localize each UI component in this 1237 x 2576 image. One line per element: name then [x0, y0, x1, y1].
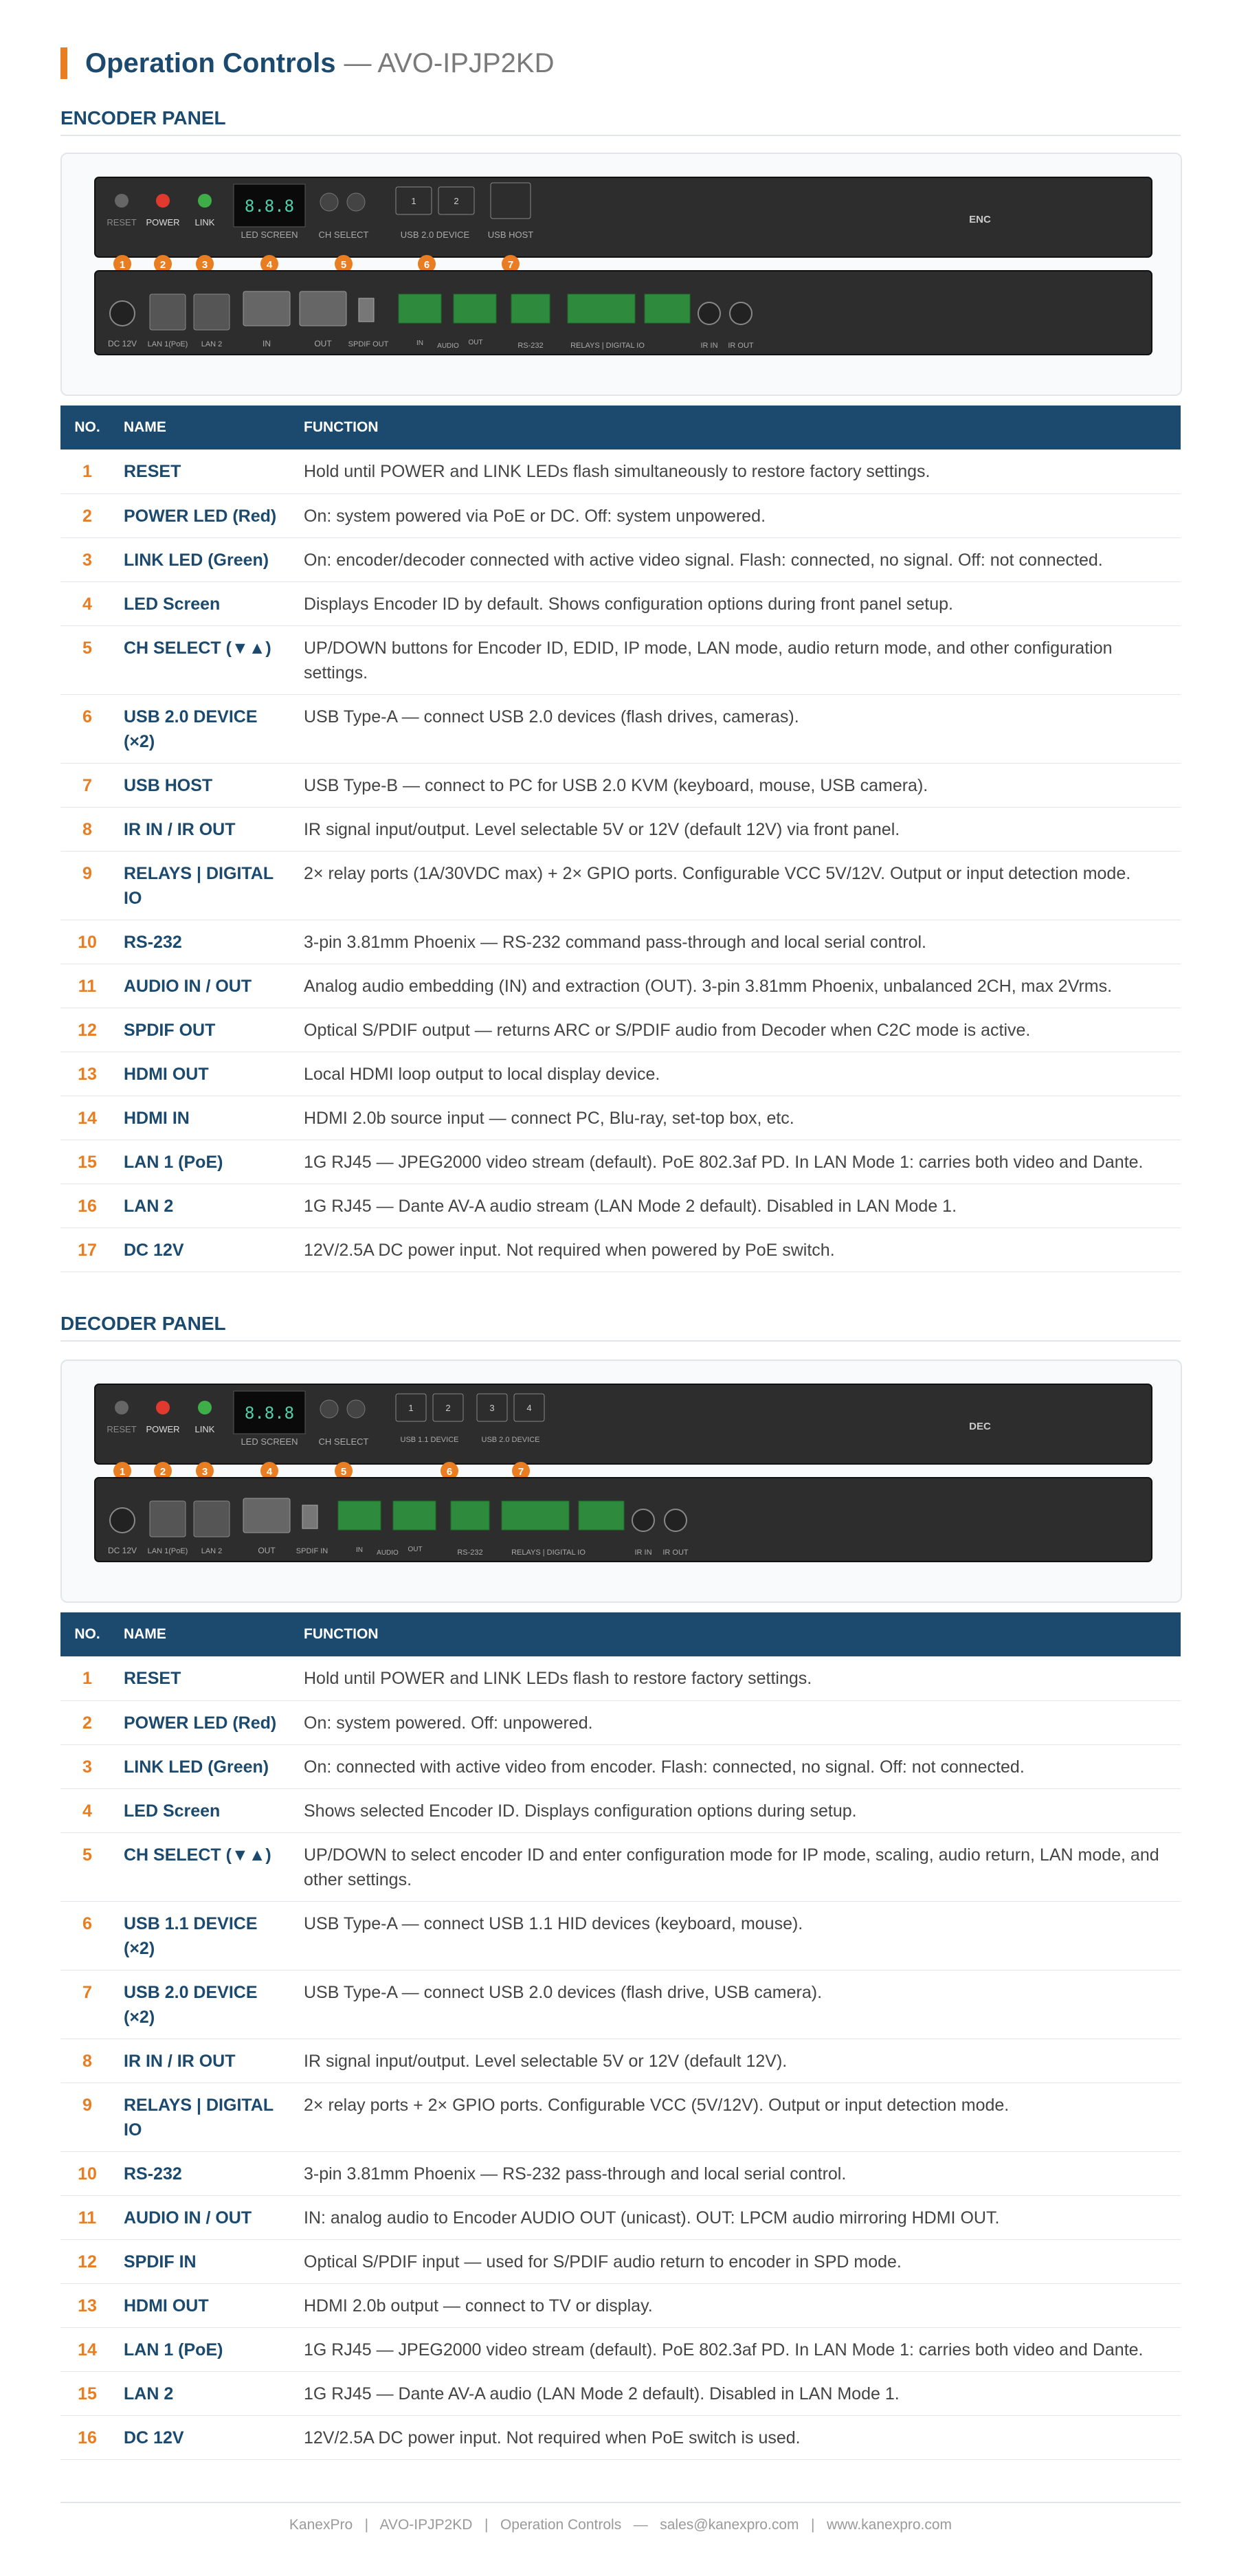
table-row	[60, 1008, 1181, 1052]
decoder-spdif-label: SPDIF IN	[296, 1547, 328, 1555]
control-function: USB Type-B — connect to PC for USB 2.0 KVM (keyboard, mouse, USB camera).	[294, 763, 1181, 807]
table-row	[60, 1788, 1181, 1832]
control-name: USB 1.1 DEVICE (×2)	[114, 1901, 294, 1970]
control-function: USB Type-A — connect USB 1.1 HID devices (keyboard, mouse).	[294, 1901, 1181, 1970]
control-function: Analog audio embedding (IN) and extraction (OUT). 3-pin 3.81mm Phoenix, unbalanced 2CH, max 2Vrms.	[294, 964, 1181, 1008]
control-function: Hold until POWER and LINK LEDs flash simultaneously to restore factory settings.	[294, 449, 1181, 493]
encoder-marker-3-label: 3	[201, 259, 208, 271]
control-function: UP/DOWN buttons for Encoder ID, EDID, IP mode, LAN mode, audio return mode, and other configuration settings.	[294, 625, 1181, 694]
control-function: IR signal input/output. Level selectable 5V or 12V (default 12V).	[294, 2039, 1181, 2083]
control-name: IR IN / IR OUT	[114, 807, 294, 851]
table-row	[60, 763, 1181, 807]
decoder-usb20-port-3-label: 3	[489, 1403, 495, 1413]
decoder-usb11-label: USB 1.1 DEVICE	[400, 1436, 459, 1444]
control-name: CH SELECT (▼▲)	[114, 625, 294, 694]
encoder-led-digits: 8.8.8	[244, 197, 295, 216]
control-function: Hold until POWER and LINK LEDs flash to restore factory settings.	[294, 1656, 1181, 1700]
encoder-spdif-port[interactable]	[359, 298, 374, 322]
decoder-lan1-label: LAN 1(PoE)	[147, 1547, 188, 1555]
decoder-power-led	[156, 1401, 170, 1414]
control-function: On: system powered. Off: unpowered.	[294, 1700, 1181, 1744]
control-number: 16	[60, 2415, 114, 2459]
control-number: 10	[60, 920, 114, 964]
table-row	[60, 851, 1181, 920]
table-row	[60, 2415, 1181, 2459]
control-name: LAN 2	[114, 2371, 294, 2415]
decoder-marker-1-label: 1	[119, 1466, 126, 1478]
encoder-lan2-label: LAN 2	[201, 340, 223, 348]
control-name: HDMI OUT	[114, 2283, 294, 2327]
page-footer	[60, 2517, 1181, 2533]
decoder-led-digits: 8.8.8	[244, 1403, 295, 1423]
control-function: HDMI 2.0b output — connect to TV or display.	[294, 2283, 1181, 2327]
control-name: RELAYS | DIGITAL IO	[114, 2083, 294, 2151]
decoder-panel-tag: DEC	[969, 1421, 991, 1432]
control-function: 1G RJ45 — JPEG2000 video stream (default). PoE 802.3af PD. In LAN Mode 1: carries both video and Dante.	[294, 2327, 1181, 2371]
decoder-controls-table	[60, 1612, 1181, 2460]
decoder-hdmi-out-label: OUT	[258, 1546, 276, 1555]
decoder-dc-jack[interactable]	[110, 1508, 135, 1533]
column-header-function: FUNCTION	[294, 406, 1181, 449]
footer-brand: KanexPro	[289, 2517, 353, 2533]
control-function: 12V/2.5A DC power input. Not required when PoE switch is used.	[294, 2415, 1181, 2459]
decoder-ch-select-label: CH SELECT	[318, 1436, 369, 1447]
encoder-led-screen-label: LED SCREEN	[241, 230, 298, 240]
encoder-marker-6-label: 6	[423, 259, 430, 271]
control-name: HDMI OUT	[114, 1052, 294, 1096]
encoder-panel-tag: ENC	[969, 214, 991, 225]
control-name: CH SELECT (▼▲)	[114, 1832, 294, 1901]
table-row	[60, 1228, 1181, 1272]
table-row	[60, 1096, 1181, 1140]
encoder-power-label: POWER	[146, 217, 180, 227]
footer-separator: —	[625, 2517, 656, 2533]
control-number: 3	[60, 537, 114, 581]
encoder-ir-out-label: IR OUT	[728, 342, 754, 350]
footer-separator: |	[357, 2517, 377, 2533]
control-name: SPDIF OUT	[114, 1008, 294, 1052]
control-number: 12	[60, 1008, 114, 1052]
control-function: IN: analog audio to Encoder AUDIO OUT (unicast). OUT: LPCM audio mirroring HDMI OUT.	[294, 2195, 1181, 2239]
table-row	[60, 1140, 1181, 1184]
control-name: HDMI IN	[114, 1096, 294, 1140]
column-header-no: NO.	[60, 1612, 114, 1656]
decoder-dc-label: DC 12V	[107, 1546, 137, 1555]
control-number: 5	[60, 625, 114, 694]
encoder-link-led	[198, 194, 212, 208]
control-function: Optical S/PDIF input — used for S/PDIF audio return to encoder in SPD mode.	[294, 2239, 1181, 2283]
encoder-rs232-port[interactable]	[511, 294, 550, 323]
encoder-lan2-port[interactable]	[194, 294, 230, 330]
decoder-usb11-port-1-label: 1	[408, 1403, 414, 1413]
control-number: 8	[60, 807, 114, 851]
table-row	[60, 493, 1181, 537]
control-number: 11	[60, 2195, 114, 2239]
title-accent-bar	[60, 47, 67, 79]
table-row	[60, 449, 1181, 493]
control-name: LAN 1 (PoE)	[114, 2327, 294, 2371]
encoder-usb-port-1-label: 1	[411, 196, 416, 206]
encoder-ir-in-jack[interactable]	[698, 302, 720, 324]
decoder-audio-in-label: IN	[356, 1546, 363, 1554]
control-name: RESET	[114, 1656, 294, 1700]
encoder-spdif-label: SPDIF OUT	[348, 340, 389, 348]
decoder-reset-button[interactable]	[115, 1401, 129, 1414]
control-number: 14	[60, 1096, 114, 1140]
encoder-marker-1-label: 1	[119, 259, 126, 271]
control-name: LED Screen	[114, 581, 294, 625]
column-header-no: NO.	[60, 406, 114, 449]
decoder-table-body	[60, 1656, 1181, 2459]
control-function: IR signal input/output. Level selectable 5V or 12V (default 12V) via front panel.	[294, 807, 1181, 851]
control-function: Shows selected Encoder ID. Displays configuration options during setup.	[294, 1788, 1181, 1832]
table-row	[60, 1052, 1181, 1096]
footer-email-link[interactable]: sales@kanexpro.com	[660, 2517, 799, 2533]
decoder-lan1-port[interactable]	[150, 1501, 186, 1537]
decoder-spdif-port[interactable]	[302, 1505, 317, 1529]
control-function: On: encoder/decoder connected with active video signal. Flash: connected, no signal. Off: not connected.	[294, 537, 1181, 581]
decoder-usb20-label: USB 2.0 DEVICE	[481, 1436, 540, 1444]
control-number: 4	[60, 581, 114, 625]
control-number: 13	[60, 2283, 114, 2327]
table-row	[60, 1184, 1181, 1228]
table-row	[60, 1700, 1181, 1744]
table-header-row	[60, 1612, 1181, 1656]
control-number: 14	[60, 2327, 114, 2371]
decoder-relays-label: RELAYS | DIGITAL IO	[511, 1548, 586, 1557]
control-number: 2	[60, 493, 114, 537]
table-row	[60, 2151, 1181, 2195]
decoder-ch-down-button[interactable]	[320, 1400, 338, 1418]
control-function: 3-pin 3.81mm Phoenix — RS-232 command pass-through and local serial control.	[294, 920, 1181, 964]
decoder-ir-in-jack[interactable]	[632, 1509, 654, 1531]
encoder-panel-illustration	[60, 153, 1182, 396]
table-row	[60, 2039, 1181, 2083]
table-row	[60, 2371, 1181, 2415]
encoder-audio-in-label: IN	[416, 340, 423, 347]
table-row	[60, 2083, 1181, 2151]
control-function: Optical S/PDIF output — returns ARC or S/PDIF audio from Decoder when C2C mode is active.	[294, 1008, 1181, 1052]
decoder-link-label: LINK	[194, 1424, 215, 1434]
control-function: On: connected with active video from encoder. Flash: connected, no signal. Off: not connected.	[294, 1744, 1181, 1788]
control-name: SPDIF IN	[114, 2239, 294, 2283]
encoder-audio-out-label: OUT	[468, 339, 483, 346]
decoder-lan2-port[interactable]	[194, 1501, 230, 1537]
control-function: USB Type-A — connect USB 2.0 devices (flash drive, USB camera).	[294, 1970, 1181, 2039]
table-row	[60, 964, 1181, 1008]
encoder-table-body	[60, 449, 1181, 1272]
decoder-marker-7-label: 7	[517, 1466, 524, 1478]
control-number: 5	[60, 1832, 114, 1901]
control-name: DC 12V	[114, 2415, 294, 2459]
control-function: USB Type-A — connect USB 2.0 devices (flash drives, cameras).	[294, 694, 1181, 763]
encoder-ch-down-button[interactable]	[320, 193, 338, 211]
table-header-row	[60, 406, 1181, 449]
decoder-audio-label: AUDIO	[377, 1549, 399, 1557]
encoder-section-heading: ENCODER PANEL	[60, 107, 1181, 136]
table-row	[60, 1970, 1181, 2039]
control-name: USB HOST	[114, 763, 294, 807]
encoder-reset-label: RESET	[107, 217, 137, 227]
footer-section: Operation Controls	[500, 2517, 622, 2533]
decoder-panel-illustration	[60, 1359, 1182, 1603]
control-name: RS-232	[114, 920, 294, 964]
encoder-hdmi-in-label: IN	[263, 339, 271, 348]
encoder-power-led	[156, 194, 170, 208]
control-number: 7	[60, 1970, 114, 2039]
control-name: IR IN / IR OUT	[114, 2039, 294, 2083]
control-number: 15	[60, 1140, 114, 1184]
control-name: LAN 1 (PoE)	[114, 1140, 294, 1184]
control-function: 2× relay ports + 2× GPIO ports. Configurable VCC (5V/12V). Output or input detection mode.	[294, 2083, 1181, 2151]
control-name: POWER LED (Red)	[114, 493, 294, 537]
control-number: 16	[60, 1184, 114, 1228]
encoder-audio-label: AUDIO	[437, 342, 459, 350]
control-function: Displays Encoder ID by default. Shows configuration options during front panel setup.	[294, 581, 1181, 625]
control-number: 4	[60, 1788, 114, 1832]
control-name: LINK LED (Green)	[114, 537, 294, 581]
decoder-ir-in-label: IR IN	[634, 1548, 652, 1557]
control-name: POWER LED (Red)	[114, 1700, 294, 1744]
decoder-led-screen-label: LED SCREEN	[241, 1436, 298, 1447]
control-function: 12V/2.5A DC power input. Not required when powered by PoE switch.	[294, 1228, 1181, 1272]
control-name: AUDIO IN / OUT	[114, 964, 294, 1008]
table-row	[60, 537, 1181, 581]
encoder-relays-label: RELAYS | DIGITAL IO	[570, 342, 645, 350]
page-title	[60, 47, 554, 80]
control-number: 12	[60, 2239, 114, 2283]
decoder-marker-6-label: 6	[446, 1466, 453, 1478]
decoder-audio-in-port[interactable]	[338, 1501, 381, 1530]
encoder-usb-host-label: USB HOST	[487, 230, 534, 240]
control-number: 10	[60, 2151, 114, 2195]
encoder-marker-7-label: 7	[507, 259, 514, 271]
control-number: 6	[60, 694, 114, 763]
encoder-hdmi-out-label: OUT	[314, 339, 332, 348]
encoder-rs232-label: RS-232	[517, 342, 544, 350]
decoder-marker-3-label: 3	[201, 1466, 208, 1478]
table-row	[60, 1744, 1181, 1788]
table-row	[60, 625, 1181, 694]
decoder-power-label: POWER	[146, 1424, 180, 1434]
control-name: RS-232	[114, 2151, 294, 2195]
table-row	[60, 1832, 1181, 1901]
encoder-audio-in-port[interactable]	[399, 294, 441, 323]
table-row	[60, 807, 1181, 851]
encoder-lan1-label: LAN 1(PoE)	[147, 340, 188, 348]
control-function: 2× relay ports (1A/30VDC max) + 2× GPIO ports. Configurable VCC 5V/12V. Output or input detection mode.	[294, 851, 1181, 920]
control-name: LAN 2	[114, 1184, 294, 1228]
column-header-name: NAME	[114, 1612, 294, 1656]
control-function: UP/DOWN to select encoder ID and enter configuration mode for IP mode, scaling, audio return, LAN mode, and other settings.	[294, 1832, 1181, 1901]
control-name: USB 2.0 DEVICE (×2)	[114, 1970, 294, 2039]
table-row	[60, 1656, 1181, 1700]
control-number: 17	[60, 1228, 114, 1272]
encoder-lan1-port[interactable]	[150, 294, 186, 330]
control-number: 6	[60, 1901, 114, 1970]
encoder-marker-2-label: 2	[159, 259, 166, 271]
encoder-relays-port-a[interactable]	[568, 294, 635, 323]
footer-separator: |	[476, 2517, 497, 2533]
footer-website-link[interactable]: www.kanexpro.com	[826, 2517, 952, 2533]
table-row	[60, 2195, 1181, 2239]
encoder-ch-up-button[interactable]	[347, 193, 365, 211]
control-number: 1	[60, 1656, 114, 1700]
control-number: 9	[60, 2083, 114, 2151]
control-number: 1	[60, 449, 114, 493]
column-header-function: FUNCTION	[294, 1612, 1181, 1656]
encoder-relays-port-b[interactable]	[645, 294, 690, 323]
control-name: RELAYS | DIGITAL IO	[114, 851, 294, 920]
encoder-audio-out-port[interactable]	[454, 294, 496, 323]
encoder-link-label: LINK	[194, 217, 215, 227]
control-function: HDMI 2.0b source input — connect PC, Blu-ray, set-top box, etc.	[294, 1096, 1181, 1140]
encoder-ir-in-label: IR IN	[700, 342, 718, 350]
decoder-rs232-port[interactable]	[451, 1501, 489, 1530]
decoder-relays-port-a[interactable]	[502, 1501, 569, 1530]
control-number: 9	[60, 851, 114, 920]
control-number: 8	[60, 2039, 114, 2083]
control-function: 3-pin 3.81mm Phoenix — RS-232 pass-through and local serial control.	[294, 2151, 1181, 2195]
decoder-audio-out-port[interactable]	[393, 1501, 436, 1530]
table-row	[60, 2283, 1181, 2327]
control-name: RESET	[114, 449, 294, 493]
encoder-ch-select-label: CH SELECT	[318, 230, 369, 240]
decoder-usb20-port-4-label: 4	[526, 1403, 532, 1413]
footer-separator: |	[803, 2517, 823, 2533]
control-number: 7	[60, 763, 114, 807]
decoder-marker-5-label: 5	[340, 1466, 347, 1478]
decoder-usb11-port-2-label: 2	[445, 1403, 451, 1413]
encoder-dc-jack[interactable]	[110, 301, 135, 326]
encoder-ir-out-jack[interactable]	[730, 302, 752, 324]
decoder-ir-out-label: IR OUT	[662, 1548, 689, 1557]
control-name: LINK LED (Green)	[114, 1744, 294, 1788]
decoder-ir-out-jack[interactable]	[665, 1509, 687, 1531]
decoder-ch-up-button[interactable]	[347, 1400, 365, 1418]
decoder-reset-label: RESET	[107, 1424, 137, 1434]
title-main: Operation Controls	[85, 47, 336, 78]
decoder-marker-4-label: 4	[266, 1466, 273, 1478]
control-function: 1G RJ45 — Dante AV-A audio (LAN Mode 2 default). Disabled in LAN Mode 1.	[294, 2371, 1181, 2415]
decoder-relays-port-b[interactable]	[579, 1501, 624, 1530]
decoder-section-heading: DECODER PANEL	[60, 1313, 1181, 1342]
control-function: On: system powered via PoE or DC. Off: system unpowered.	[294, 493, 1181, 537]
control-function: Local HDMI loop output to local display device.	[294, 1052, 1181, 1096]
table-row	[60, 920, 1181, 964]
encoder-usb-port-2-label: 2	[454, 196, 459, 206]
control-number: 2	[60, 1700, 114, 1744]
table-row	[60, 1901, 1181, 1970]
title-subtitle: — AVO-IPJP2KD	[344, 47, 555, 78]
control-number: 11	[60, 964, 114, 1008]
table-row	[60, 581, 1181, 625]
footer-divider	[60, 2502, 1181, 2503]
control-number: 13	[60, 1052, 114, 1096]
encoder-usb-device-label: USB 2.0 DEVICE	[400, 230, 470, 240]
decoder-rs232-label: RS-232	[457, 1548, 483, 1557]
encoder-marker-5-label: 5	[340, 259, 347, 271]
decoder-lan2-label: LAN 2	[201, 1547, 223, 1555]
decoder-audio-out-label: OUT	[408, 1546, 423, 1553]
control-number: 3	[60, 1744, 114, 1788]
control-name: USB 2.0 DEVICE (×2)	[114, 694, 294, 763]
encoder-hdmi-in-port[interactable]	[243, 291, 290, 326]
table-row	[60, 2327, 1181, 2371]
decoder-link-led	[198, 1401, 212, 1414]
control-name: LED Screen	[114, 1788, 294, 1832]
encoder-reset-button[interactable]	[115, 194, 129, 208]
encoder-hdmi-out-port[interactable]	[300, 291, 346, 326]
decoder-marker-2-label: 2	[159, 1466, 166, 1478]
control-number: 15	[60, 2371, 114, 2415]
column-header-name: NAME	[114, 406, 294, 449]
table-row	[60, 2239, 1181, 2283]
table-row	[60, 694, 1181, 763]
decoder-hdmi-out-port[interactable]	[243, 1498, 290, 1533]
encoder-marker-4-label: 4	[266, 259, 273, 271]
control-function: 1G RJ45 — JPEG2000 video stream (default). PoE 802.3af PD. In LAN Mode 1: carries both video and Dante.	[294, 1140, 1181, 1184]
footer-model: AVO-IPJP2KD	[379, 2517, 473, 2533]
control-name: DC 12V	[114, 1228, 294, 1272]
encoder-controls-table	[60, 406, 1181, 1272]
encoder-dc-label: DC 12V	[107, 339, 137, 348]
control-function: 1G RJ45 — Dante AV-A audio stream (LAN Mode 2 default). Disabled in LAN Mode 1.	[294, 1184, 1181, 1228]
control-name: AUDIO IN / OUT	[114, 2195, 294, 2239]
